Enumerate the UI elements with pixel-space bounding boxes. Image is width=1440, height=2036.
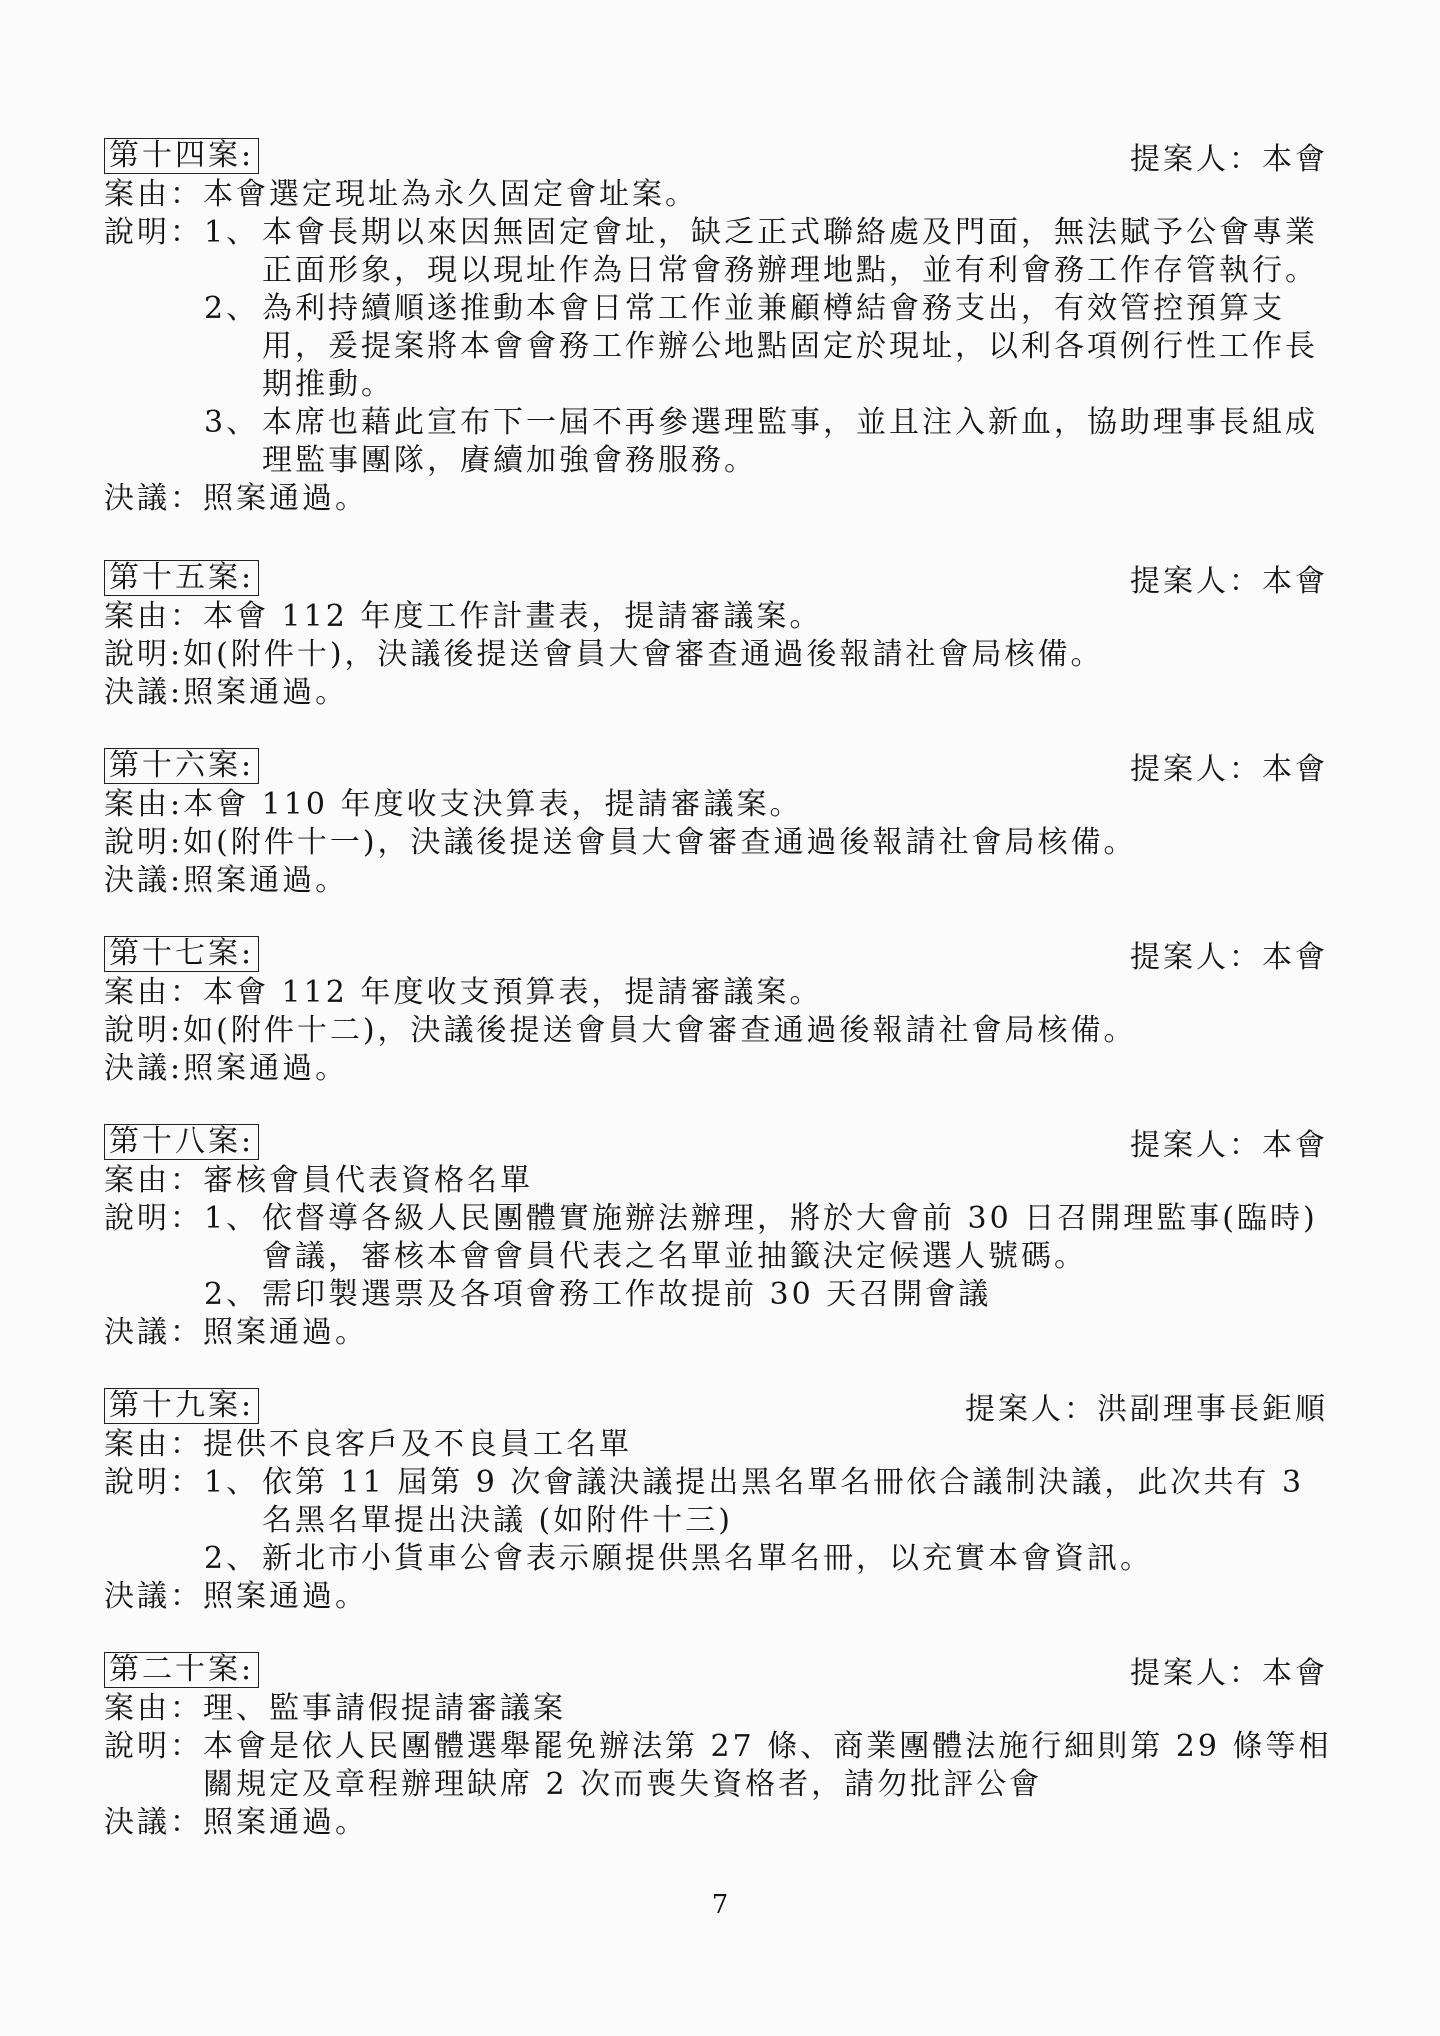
reason-text: 審核會員代表資格名單 [203, 1163, 533, 1198]
case-explanation [104, 1464, 1340, 1578]
case-resolution [104, 862, 1340, 900]
reason-label: 案由： [104, 1163, 203, 1198]
explain-label: 說明： [104, 1465, 203, 1500]
reason-text: 本會 112 年度工作計畫表，提請審議案。 [203, 599, 823, 634]
explain-text: 如(附件十)，決議後提送會員大會審查通過後報請社會局核備。 [183, 637, 1104, 672]
explain-item-text: 為利持續順遂推動本會日常工作並兼顧樽結會務支出，有效管控預算支用，爰提案將本會會務工作辦公地點固定於現址，以利各項例行性工作長期推動。 [262, 291, 1318, 402]
resolution-text: 照案通過。 [183, 675, 349, 710]
case-number: 第十四案: [104, 138, 259, 174]
case-reason [104, 974, 1340, 1012]
case-reason [104, 598, 1340, 636]
case-proposer: 提案人：本會 [1130, 1656, 1328, 1691]
resolution-label: 決議： [104, 1315, 203, 1350]
case-reason [104, 786, 1340, 824]
explain-item-text: 本席也藉此宣布下一屆不再參選理監事，並且注入新血，協助理事長組成理監事團隊，賡續加強會務服務。 [262, 405, 1318, 478]
reason-text: 本會 110 年度收支決算表，提請審議案。 [183, 787, 803, 822]
case-proposer: 提案人：本會 [1130, 142, 1328, 177]
explain-item [204, 1540, 1340, 1578]
resolution-text: 照案通過。 [203, 481, 368, 516]
case-reason [104, 1690, 1340, 1728]
case-number: 第十六案: [104, 748, 259, 784]
case-explanation [104, 824, 1340, 862]
explain-label: 說明: [104, 637, 184, 672]
case-15 [104, 558, 1340, 712]
reason-label: 案由: [104, 787, 184, 822]
explain-label: 說明： [104, 1729, 203, 1764]
resolution-text: 照案通過。 [203, 1579, 368, 1614]
explain-item-text: 新北市小貨車公會表示願提供黑名單名冊，以充實本會資訊。 [262, 1541, 1153, 1576]
resolution-label: 決議： [104, 481, 203, 516]
explain-item [204, 214, 1340, 290]
case-20 [104, 1650, 1340, 1842]
case-16 [104, 746, 1340, 900]
case-explanation [104, 1200, 1340, 1314]
explain-item-number: 1、 [204, 1465, 260, 1500]
case-explanation [104, 1012, 1340, 1050]
case-number: 第二十案: [104, 1652, 259, 1688]
explain-item [204, 290, 1340, 404]
resolution-label: 決議: [104, 675, 184, 710]
explain-label: 說明: [104, 825, 184, 860]
case-proposer: 提案人：本會 [1130, 752, 1328, 787]
resolution-text: 照案通過。 [203, 1805, 368, 1840]
case-14 [104, 136, 1340, 518]
case-reason [104, 176, 1340, 214]
case-reason [104, 1162, 1340, 1200]
reason-text: 本會選定現址為永久固定會址案。 [203, 177, 698, 212]
case-header [104, 558, 1340, 598]
explain-item-number: 1、 [204, 1201, 260, 1236]
case-proposer: 提案人：本會 [1130, 940, 1328, 975]
explain-item-text: 需印製選票及各項會務工作故提前 30 天召開會議 [262, 1277, 992, 1312]
reason-text: 本會 112 年度收支預算表，提請審議案。 [203, 975, 823, 1010]
case-19 [104, 1386, 1340, 1616]
case-reason [104, 1426, 1340, 1464]
explain-item-text: 依督導各級人民團體實施辦法辦理，將於大會前 30 日召開理監事(臨時)會議，審核本會會員代表之名單並抽籤決定候選人號碼。 [262, 1201, 1318, 1274]
resolution-label: 決議： [104, 1805, 203, 1840]
explain-item-number: 1、 [204, 215, 260, 250]
explain-item [204, 1200, 1340, 1276]
reason-label: 案由： [104, 599, 203, 634]
resolution-label: 決議: [104, 1051, 184, 1086]
case-explanation [104, 1728, 1340, 1804]
case-number: 第十五案: [104, 560, 259, 596]
explain-text: 如(附件十一)，決議後提送會員大會審查通過後報請社會局核備。 [183, 825, 1137, 860]
reason-label: 案由： [104, 1691, 203, 1726]
explain-item-number: 2、 [204, 1541, 260, 1576]
explain-item-text: 本會長期以來因無固定會址，缺乏正式聯絡處及門面，無法賦予公會專業正面形象，現以現址作為日常會務辦理地點，並有利會務工作存管執行。 [262, 215, 1318, 288]
resolution-text: 照案通過。 [203, 1315, 368, 1350]
case-17 [104, 934, 1340, 1088]
explain-text: 本會是依人民團體選舉罷免辦法第 27 條、商業團體法施行細則第 29 條等相關規定及章程辦理缺席 2 次而喪失資格者，請勿批評公會 [203, 1729, 1332, 1802]
case-header [104, 136, 1340, 176]
case-resolution [104, 480, 1340, 518]
case-header [104, 746, 1340, 786]
reason-label: 案由： [104, 1427, 203, 1462]
explain-item-number: 2、 [204, 1277, 260, 1312]
reason-label: 案由： [104, 975, 203, 1010]
case-header [104, 1650, 1340, 1690]
reason-label: 案由： [104, 177, 203, 212]
reason-text: 理、監事請假提請審議案 [203, 1691, 566, 1726]
explain-item [204, 1276, 1340, 1314]
explain-item-text: 依第 11 屆第 9 次會議決議提出黑名單名冊依合議制決議，此次共有 3 名黑名單提出決議 (如附件十三) [262, 1465, 1305, 1538]
minutes-page [104, 136, 1340, 1876]
explain-item-number: 2、 [204, 291, 260, 326]
resolution-text: 照案通過。 [183, 1051, 349, 1086]
reason-text: 提供不良客戶及不良員工名單 [203, 1427, 632, 1462]
page-number: 7 [711, 1890, 729, 1920]
case-explanation [104, 636, 1340, 674]
explain-label: 說明： [104, 215, 203, 250]
explain-item [204, 404, 1340, 480]
case-header [104, 1386, 1340, 1426]
explain-label: 說明: [104, 1013, 184, 1048]
explain-text: 如(附件十二)，決議後提送會員大會審查通過後報請社會局核備。 [183, 1013, 1137, 1048]
case-number: 第十八案: [104, 1124, 259, 1160]
case-resolution [104, 1314, 1340, 1352]
case-number: 第十七案: [104, 936, 259, 972]
resolution-label: 決議: [104, 863, 184, 898]
case-resolution [104, 1578, 1340, 1616]
case-header [104, 934, 1340, 974]
resolution-text: 照案通過。 [183, 863, 349, 898]
explain-item-number: 3、 [204, 405, 260, 440]
case-proposer: 提案人：洪副理事長鉅順 [965, 1392, 1328, 1427]
case-18 [104, 1122, 1340, 1352]
explain-item [204, 1464, 1340, 1540]
case-resolution [104, 674, 1340, 712]
case-explanation [104, 214, 1340, 480]
case-resolution [104, 1050, 1340, 1088]
explain-label: 說明： [104, 1201, 203, 1236]
resolution-label: 決議： [104, 1579, 203, 1614]
case-resolution [104, 1804, 1340, 1842]
case-header [104, 1122, 1340, 1162]
case-proposer: 提案人：本會 [1130, 1128, 1328, 1163]
case-number: 第十九案: [104, 1388, 259, 1424]
case-proposer: 提案人：本會 [1130, 564, 1328, 599]
